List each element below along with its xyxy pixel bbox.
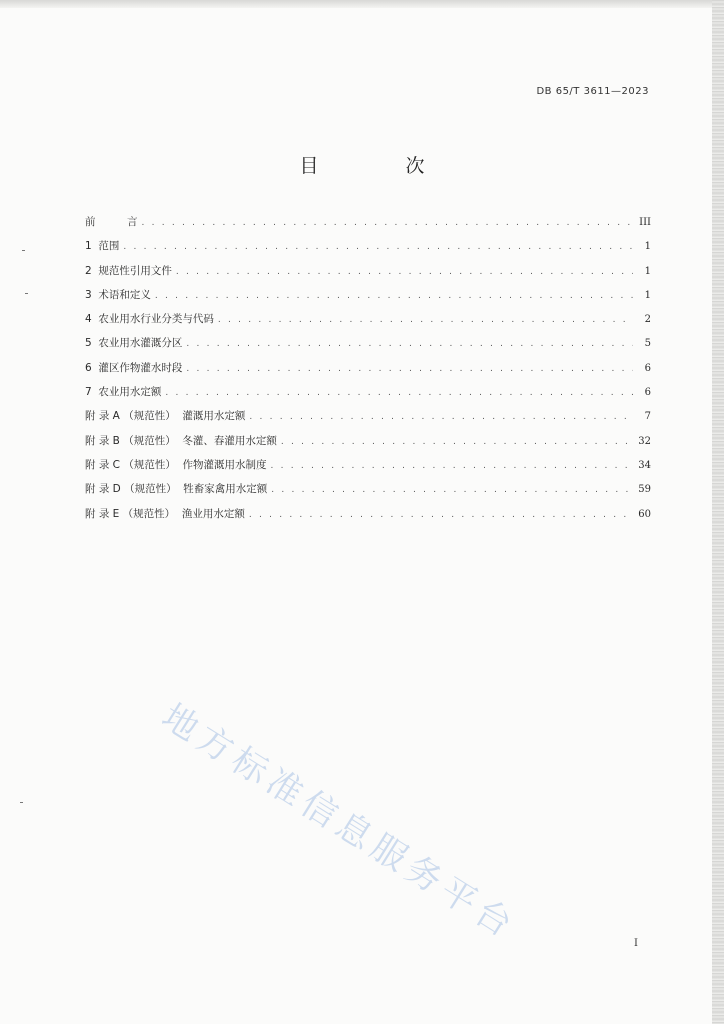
toc-entry-label: 附 录 C （规范性） 作物灌溉用水制度 xyxy=(85,458,267,471)
page-number: I xyxy=(634,938,638,949)
toc-entry-label: 前 言 xyxy=(85,216,138,228)
toc-leader-dots xyxy=(281,437,633,447)
toc-entry[interactable] xyxy=(85,287,651,311)
toc-entry-label: 2 规范性引用文件 xyxy=(85,264,172,277)
toc-entry-label: 1 范围 xyxy=(85,240,120,253)
toc-entry[interactable] xyxy=(85,335,651,359)
toc-leader-dots xyxy=(271,485,633,495)
toc-entry[interactable] xyxy=(85,360,651,384)
toc-entry-label: 附 录 B （规范性） 冬灌、春灌用水定额 xyxy=(85,434,277,447)
toc-entry-page: 60 xyxy=(638,508,651,520)
toc-entry-label: 3 术语和定义 xyxy=(85,288,151,301)
toc-entry-page: 1 xyxy=(644,289,651,301)
toc-entry-annex[interactable] xyxy=(85,481,651,505)
toc-entry-page: 1 xyxy=(644,265,651,277)
toc-entry[interactable] xyxy=(85,263,651,287)
scan-speck xyxy=(20,802,23,803)
toc-entry-page: 2 xyxy=(644,314,651,326)
toc-entry-page: 34 xyxy=(638,459,651,471)
toc-entry-annex[interactable] xyxy=(85,457,651,481)
toc-entry-page: 5 xyxy=(644,338,651,350)
toc-entry-page: III xyxy=(639,217,651,228)
toc-leader-dots xyxy=(249,412,633,422)
toc-entry-annex[interactable] xyxy=(85,433,651,457)
toc-leader-dots xyxy=(186,364,633,374)
toc-leader-dots xyxy=(123,242,633,252)
toc-entry-annex[interactable] xyxy=(85,408,651,432)
toc-entry-label: 7 农业用水定额 xyxy=(85,386,162,399)
toc-leader-dots xyxy=(271,461,633,471)
toc-entry-page: 1 xyxy=(644,241,651,253)
scan-speck xyxy=(25,293,28,294)
scan-speck xyxy=(22,250,25,251)
toc-leader-dots xyxy=(155,291,633,301)
watermark: 地方标准信息服务平台 xyxy=(154,696,524,948)
document-code: DB 65/T 3611—2023 xyxy=(536,86,649,97)
toc-leader-dots xyxy=(249,510,633,520)
toc-entry-annex[interactable] xyxy=(85,506,651,530)
toc-entry[interactable] xyxy=(85,384,651,408)
toc-entry[interactable] xyxy=(85,238,651,262)
toc-entry-label: 6 灌区作物灌水时段 xyxy=(85,361,183,374)
toc-entry-page: 59 xyxy=(638,484,651,496)
toc-leader-dots xyxy=(176,267,633,277)
toc-entry[interactable] xyxy=(85,311,651,335)
toc-leader-dots xyxy=(186,339,633,349)
toc-entry-page: 32 xyxy=(638,435,651,447)
toc-title: 目 次 xyxy=(299,155,459,177)
toc-entry[interactable] xyxy=(85,214,651,238)
toc-leader-dots xyxy=(218,315,633,325)
table-of-contents xyxy=(85,214,651,530)
toc-entry-label: 附 录 A （规范性） 灌溉用水定额 xyxy=(85,410,246,423)
toc-entry-label: 5 农业用水灌溉分区 xyxy=(85,337,183,350)
toc-entry-page: 7 xyxy=(644,411,651,423)
toc-entry-page: 6 xyxy=(644,362,651,374)
toc-entry-label: 附 录 E （规范性） 渔业用水定额 xyxy=(85,507,245,520)
toc-leader-dots xyxy=(142,218,634,228)
toc-entry-page: 6 xyxy=(644,387,651,399)
toc-entry-label: 4 农业用水行业分类与代码 xyxy=(85,313,214,326)
toc-entry-label: 附 录 D （规范性） 牲畜家禽用水定额 xyxy=(85,483,268,496)
scan-edge-top xyxy=(0,0,724,8)
toc-leader-dots xyxy=(165,388,633,398)
